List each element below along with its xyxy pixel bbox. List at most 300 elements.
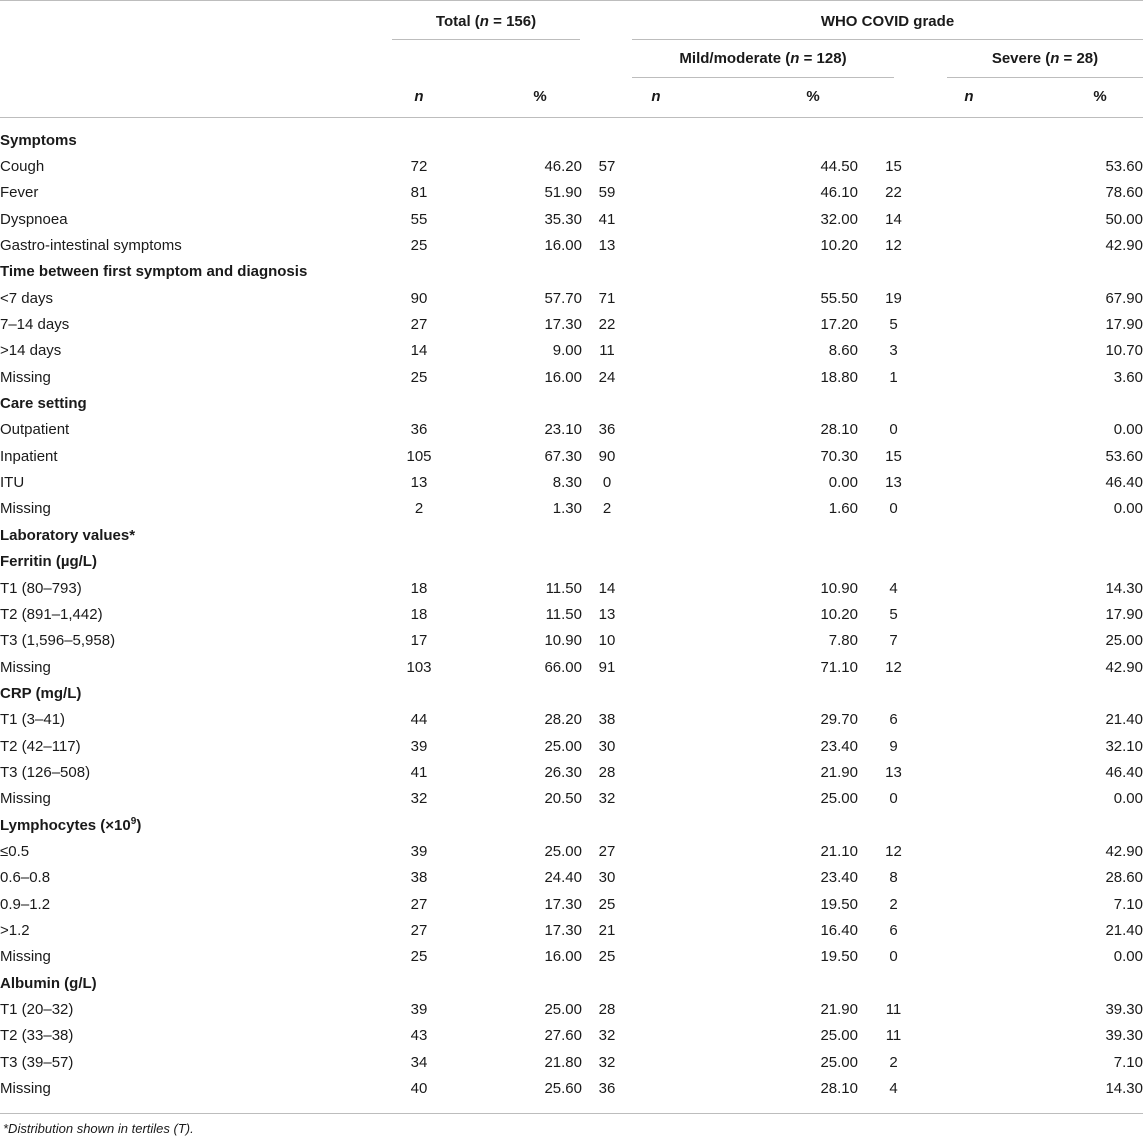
row-label-text: T3 (1,596–5,958)	[0, 632, 116, 650]
cell-mild-n: 90	[598, 447, 616, 465]
cell-total-pct: 17.30	[544, 921, 582, 939]
cell-severe-pct: 46.40	[1105, 474, 1143, 492]
cell-mild-n	[582, 549, 632, 575]
row-label-text: Dyspnoea	[0, 210, 68, 228]
cell-mild-n: 13	[598, 605, 616, 623]
cell-mild-pct: 55.50	[820, 289, 858, 307]
cell-severe-pct: 46.40	[1105, 763, 1143, 781]
cell-total-pct	[446, 127, 582, 153]
cell-severe-pct: 39.30	[1105, 1027, 1143, 1045]
cell-mild-n: 22	[598, 316, 616, 334]
cell-mild-n	[582, 259, 632, 285]
row-label-text: <7 days	[0, 289, 53, 307]
cell-severe-pct: 42.90	[1105, 237, 1143, 255]
cell-mild-n: 38	[598, 711, 616, 729]
cell-total-n: 14	[410, 342, 428, 360]
cell-severe-n: 0	[889, 790, 898, 808]
cell-severe-pct	[929, 812, 1143, 838]
section-row	[0, 127, 1143, 153]
cell-severe-pct	[929, 390, 1143, 416]
cell-severe-n: 15	[885, 158, 902, 176]
section-label	[0, 522, 392, 548]
cell-total-n: 43	[410, 1027, 428, 1045]
cell-severe-pct: 78.60	[1105, 184, 1143, 202]
row-label	[0, 153, 392, 179]
cell-mild-pct: 21.90	[820, 763, 858, 781]
cell-total-n	[392, 812, 446, 838]
row-label	[0, 838, 392, 864]
cell-total-pct: 27.60	[544, 1027, 582, 1045]
table-row	[0, 891, 1143, 917]
cell-severe-n	[858, 680, 929, 706]
cell-mild-pct	[632, 390, 858, 416]
cell-total-n: 18	[410, 605, 428, 623]
header-total-pre: Total (	[435, 13, 480, 30]
cell-total-pct: 24.40	[544, 869, 582, 887]
cell-total-pct: 10.90	[544, 632, 582, 650]
cell-severe-pct: 39.30	[1105, 1001, 1143, 1019]
row-label-text: Missing	[0, 948, 51, 966]
header-severe-post: = 28)	[1059, 50, 1099, 67]
table-row	[0, 496, 1143, 522]
section-label	[0, 259, 392, 285]
cell-severe-n: 14	[885, 210, 902, 228]
header-mild-pre: Mild/moderate (	[679, 50, 791, 67]
cell-mild-pct: 18.80	[820, 368, 858, 386]
cell-total-pct: 57.70	[544, 289, 582, 307]
row-label	[0, 206, 392, 232]
header-total-post: = 156)	[488, 13, 537, 30]
row-label	[0, 707, 392, 733]
cell-severe-pct: 3.60	[1113, 368, 1143, 386]
row-label	[0, 285, 392, 311]
row-label-text: T3 (126–508)	[0, 763, 91, 781]
cell-total-n: 40	[410, 1080, 428, 1098]
cell-severe-n: 4	[889, 1080, 898, 1098]
cell-total-pct: 20.50	[544, 790, 582, 808]
row-label-text: T1 (3–41)	[0, 711, 66, 729]
table-row	[0, 180, 1143, 206]
cell-mild-n: 0	[602, 474, 612, 492]
cell-mild-pct: 19.50	[820, 895, 858, 913]
cell-mild-pct: 10.90	[820, 579, 858, 597]
header-total-n-col	[393, 88, 445, 105]
table-row	[0, 707, 1143, 733]
row-label-text: ITU	[0, 474, 25, 492]
table-row	[0, 338, 1143, 364]
cell-total-n: 13	[410, 474, 428, 492]
row-label-text: Missing	[0, 500, 51, 518]
table-row	[0, 786, 1143, 812]
cell-mild-pct: 10.20	[820, 237, 858, 255]
cell-severe-pct	[929, 127, 1143, 153]
cell-mild-n: 32	[598, 790, 616, 808]
header-mild-n-col	[630, 88, 682, 105]
table-row	[0, 1075, 1143, 1101]
cell-severe-pct: 14.30	[1105, 1080, 1143, 1098]
section-row	[0, 970, 1143, 996]
cell-total-n	[392, 970, 446, 996]
cell-mild-n: 41	[598, 210, 616, 228]
table-row	[0, 443, 1143, 469]
cell-severe-n: 6	[889, 711, 898, 729]
cell-total-pct: 8.30	[552, 474, 582, 492]
header-severe-n-col	[943, 88, 995, 105]
row-label	[0, 733, 392, 759]
cell-severe-n: 4	[889, 579, 898, 597]
cell-total-pct	[446, 812, 582, 838]
row-label	[0, 917, 392, 943]
cell-mild-n: 10	[598, 632, 616, 650]
cell-mild-pct	[632, 127, 858, 153]
row-label-text: Missing	[0, 658, 51, 676]
cell-total-pct: 66.00	[544, 658, 582, 676]
header-total	[392, 13, 580, 30]
cell-severe-n	[858, 970, 929, 996]
row-label	[0, 1049, 392, 1075]
section-label	[0, 127, 392, 153]
table-row	[0, 628, 1143, 654]
cell-severe-n: 2	[889, 1053, 898, 1071]
table-row	[0, 996, 1143, 1022]
cell-severe-n: 12	[885, 842, 902, 860]
section-label	[0, 970, 392, 996]
cell-mild-n: 13	[598, 237, 616, 255]
table-row	[0, 944, 1143, 970]
cell-severe-pct: 67.90	[1105, 289, 1143, 307]
cell-severe-n: 19	[885, 289, 902, 307]
section-row	[0, 390, 1143, 416]
header-bottom-rule	[0, 117, 1143, 118]
cell-total-pct	[446, 390, 582, 416]
cell-mild-pct: 25.00	[820, 790, 858, 808]
cell-total-n	[392, 680, 446, 706]
table-row	[0, 917, 1143, 943]
section-label	[0, 549, 392, 575]
row-label	[0, 786, 392, 812]
row-label-text: T2 (42–117)	[0, 737, 81, 755]
cell-total-pct: 17.30	[544, 316, 582, 334]
cell-severe-n	[858, 522, 929, 548]
cell-total-n	[392, 259, 446, 285]
cell-total-pct: 28.20	[544, 711, 582, 729]
cell-total-pct: 67.30	[544, 447, 582, 465]
cell-mild-pct: 71.10	[820, 658, 858, 676]
cell-total-pct: 25.60	[544, 1080, 582, 1098]
cell-severe-n: 11	[885, 1027, 902, 1045]
cell-total-pct: 16.00	[544, 368, 582, 386]
row-label-text: CRP (mg/L)	[0, 684, 82, 702]
cell-severe-pct: 17.90	[1105, 605, 1143, 623]
cell-total-n	[392, 549, 446, 575]
section-row	[0, 680, 1143, 706]
cell-total-n: 39	[410, 842, 428, 860]
row-label	[0, 180, 392, 206]
header-severe-n: n	[1050, 50, 1060, 67]
cell-severe-pct: 0.00	[1113, 948, 1143, 966]
top-rule	[0, 0, 1143, 1]
cell-severe-n: 8	[889, 869, 898, 887]
cell-total-pct: 51.90	[544, 184, 582, 202]
row-label	[0, 759, 392, 785]
cell-mild-pct: 25.00	[820, 1053, 858, 1071]
cell-total-pct: 17.30	[544, 895, 582, 913]
cell-mild-n: 91	[598, 658, 616, 676]
cell-mild-n: 36	[598, 1080, 616, 1098]
cell-total-n: 17	[410, 632, 428, 650]
header-severe-pre: Severe (	[991, 50, 1051, 67]
row-label-text: T2 (891–1,442)	[0, 605, 103, 623]
cell-severe-pct: 53.60	[1105, 447, 1143, 465]
cell-total-n: 25	[410, 237, 428, 255]
cell-mild-pct: 21.10	[820, 842, 858, 860]
cell-severe-n: 7	[889, 632, 898, 650]
cell-mild-pct: 25.00	[820, 1027, 858, 1045]
cell-severe-n: 5	[889, 605, 898, 623]
cell-mild-pct	[632, 549, 858, 575]
row-label-text: T1 (80–793)	[0, 579, 82, 597]
row-label-text: Ferritin (µg/L)	[0, 553, 97, 571]
cell-total-n: 39	[410, 1001, 428, 1019]
cell-mild-pct: 44.50	[820, 158, 858, 176]
header-severe-pct-col	[1080, 88, 1120, 105]
cell-total-n: 27	[410, 316, 428, 334]
cell-mild-n: 32	[598, 1027, 616, 1045]
cell-total-pct	[446, 970, 582, 996]
section-label	[0, 390, 392, 416]
cell-severe-n	[858, 390, 929, 416]
header-mild	[632, 50, 894, 67]
section-row	[0, 549, 1143, 575]
cell-mild-pct	[632, 812, 858, 838]
cell-mild-pct: 32.00	[820, 210, 858, 228]
cell-total-pct: 16.00	[544, 237, 582, 255]
cell-total-pct	[446, 680, 582, 706]
row-label-text: Cough	[0, 158, 45, 176]
cell-severe-n: 9	[889, 737, 898, 755]
cell-mild-pct: 19.50	[820, 948, 858, 966]
cell-total-pct	[446, 549, 582, 575]
cell-severe-pct: 25.00	[1105, 632, 1143, 650]
data-table	[0, 127, 1143, 1102]
cell-severe-n: 1	[889, 368, 898, 386]
cell-mild-n: 28	[598, 763, 616, 781]
section-label	[0, 812, 392, 838]
row-label-text: Fever	[0, 184, 39, 202]
cell-severe-pct: 42.90	[1105, 658, 1143, 676]
table-row	[0, 838, 1143, 864]
row-label	[0, 865, 392, 891]
cell-mild-pct: 46.10	[820, 184, 858, 202]
cell-mild-pct: 1.60	[828, 500, 858, 518]
cell-severe-pct: 0.00	[1113, 500, 1143, 518]
table-row	[0, 285, 1143, 311]
row-label-text: Missing	[0, 368, 51, 386]
row-label-text: Care setting	[0, 395, 87, 413]
cell-total-pct: 16.00	[544, 948, 582, 966]
cell-severe-pct	[929, 970, 1143, 996]
cell-total-n: 103	[406, 658, 432, 676]
cell-severe-pct: 53.60	[1105, 158, 1143, 176]
table-row	[0, 654, 1143, 680]
row-label	[0, 654, 392, 680]
row-label-text: 0.9–1.2	[0, 895, 51, 913]
table-row	[0, 206, 1143, 232]
cell-total-n: 55	[410, 210, 428, 228]
cell-total-n: 27	[410, 921, 428, 939]
cell-severe-n: 13	[885, 474, 902, 492]
cell-severe-n: 0	[889, 948, 898, 966]
cell-mild-n: 30	[598, 869, 616, 887]
cell-severe-n	[858, 549, 929, 575]
cell-mild-pct	[632, 259, 858, 285]
cell-total-pct: 21.80	[544, 1053, 582, 1071]
mild-header-rule	[632, 77, 894, 78]
cell-total-n: 32	[410, 790, 428, 808]
n-label: n	[964, 88, 974, 105]
row-label-text: Missing	[0, 1080, 51, 1098]
cell-severe-pct: 7.10	[1113, 1053, 1143, 1071]
cell-total-n: 105	[406, 447, 432, 465]
cell-total-pct: 1.30	[552, 500, 582, 518]
row-label-text: Laboratory values*	[0, 526, 136, 544]
cell-severe-pct: 50.00	[1105, 210, 1143, 228]
cell-total-n: 27	[410, 895, 428, 913]
cell-severe-n: 15	[885, 447, 902, 465]
cell-severe-pct	[929, 680, 1143, 706]
row-label-text: >14 days	[0, 342, 62, 360]
cell-severe-n: 12	[885, 237, 902, 255]
table-row	[0, 575, 1143, 601]
cell-mild-pct: 21.90	[820, 1001, 858, 1019]
header-mild-n: n	[790, 50, 800, 67]
cell-severe-n	[858, 259, 929, 285]
cell-total-pct: 23.10	[544, 421, 582, 439]
row-label-text: Gastro-intestinal symptoms	[0, 237, 182, 255]
table-row	[0, 311, 1143, 337]
cell-mild-pct: 10.20	[820, 605, 858, 623]
cell-mild-pct	[632, 970, 858, 996]
row-label	[0, 1023, 392, 1049]
cell-total-pct: 9.00	[552, 342, 582, 360]
row-label	[0, 628, 392, 654]
cell-mild-n	[582, 680, 632, 706]
cell-severe-n: 0	[889, 500, 898, 518]
cell-severe-n: 12	[885, 658, 902, 676]
cell-mild-n: 59	[598, 184, 616, 202]
row-label-text: Symptoms	[0, 131, 77, 149]
cell-mild-n: 21	[598, 921, 616, 939]
cell-total-n	[392, 127, 446, 153]
cell-total-n	[392, 390, 446, 416]
cell-mild-n	[582, 970, 632, 996]
cell-severe-n: 2	[889, 895, 898, 913]
cell-mild-n: 11	[599, 342, 615, 360]
table-row	[0, 364, 1143, 390]
table-row	[0, 1049, 1143, 1075]
row-label	[0, 996, 392, 1022]
header-who-grade: WHO COVID grade	[820, 13, 955, 30]
row-label-text: 0.6–0.8	[0, 869, 51, 887]
cell-mild-n: 71	[598, 289, 616, 307]
row-label	[0, 443, 392, 469]
cell-total-n: 25	[410, 368, 428, 386]
pct-label: %	[533, 88, 547, 105]
cell-total-n: 72	[410, 158, 428, 176]
bottom-rule	[0, 1113, 1143, 1114]
row-label-text: Albumin (g/L)	[0, 974, 97, 992]
cell-total-n: 36	[410, 421, 428, 439]
cell-total-n: 38	[410, 869, 428, 887]
table-row	[0, 733, 1143, 759]
cell-total-n	[392, 522, 446, 548]
section-row	[0, 522, 1143, 548]
cell-mild-pct: 8.60	[828, 342, 858, 360]
cell-severe-n	[858, 812, 929, 838]
cell-mild-n: 36	[598, 421, 616, 439]
cell-mild-n: 30	[598, 737, 616, 755]
cell-total-pct: 11.50	[545, 579, 582, 597]
cell-severe-pct: 0.00	[1113, 421, 1143, 439]
cell-severe-pct	[929, 549, 1143, 575]
cell-mild-pct: 7.80	[828, 632, 858, 650]
cell-severe-n: 0	[889, 421, 898, 439]
row-label-text: Outpatient	[0, 421, 70, 439]
cell-total-pct: 26.30	[544, 763, 582, 781]
row-label	[0, 338, 392, 364]
total-header-rule	[392, 39, 580, 40]
row-label	[0, 232, 392, 258]
cell-mild-n: 28	[598, 1001, 616, 1019]
cell-severe-pct: 0.00	[1113, 790, 1143, 808]
row-label	[0, 469, 392, 495]
table-row	[0, 1023, 1143, 1049]
cell-severe-pct: 32.10	[1105, 737, 1143, 755]
header-severe	[947, 50, 1143, 67]
row-label-text: Lymphocytes (×10	[0, 817, 131, 835]
cell-severe-n: 3	[889, 342, 898, 360]
row-label	[0, 601, 392, 627]
cell-mild-n: 25	[598, 895, 616, 913]
cell-mild-n: 24	[598, 368, 616, 386]
who-header-rule	[632, 39, 1143, 40]
cell-severe-n: 11	[885, 1001, 902, 1019]
row-label-text: ≤0.5	[0, 842, 30, 860]
row-label-text: >1.2	[0, 921, 30, 939]
label-suffix: )	[136, 817, 142, 835]
cell-mild-pct: 0.00	[828, 474, 858, 492]
n-label: n	[651, 88, 661, 105]
row-label	[0, 1075, 392, 1101]
severe-header-rule	[947, 77, 1143, 78]
table-row	[0, 469, 1143, 495]
cell-total-pct	[446, 522, 582, 548]
cell-mild-n: 57	[598, 158, 616, 176]
cell-total-pct: 11.50	[545, 605, 582, 623]
header-mild-post: = 128)	[799, 50, 847, 67]
cell-severe-pct	[929, 522, 1143, 548]
cell-mild-pct: 17.20	[820, 316, 858, 334]
header-total-n: n	[479, 13, 489, 30]
cell-mild-n	[582, 812, 632, 838]
row-label	[0, 944, 392, 970]
cell-mild-n	[582, 390, 632, 416]
section-row	[0, 259, 1143, 285]
row-label	[0, 496, 392, 522]
row-label-text: Time between first symptom and diagnosis	[0, 263, 308, 281]
cell-mild-n: 25	[598, 948, 616, 966]
cell-severe-n: 22	[885, 184, 902, 202]
